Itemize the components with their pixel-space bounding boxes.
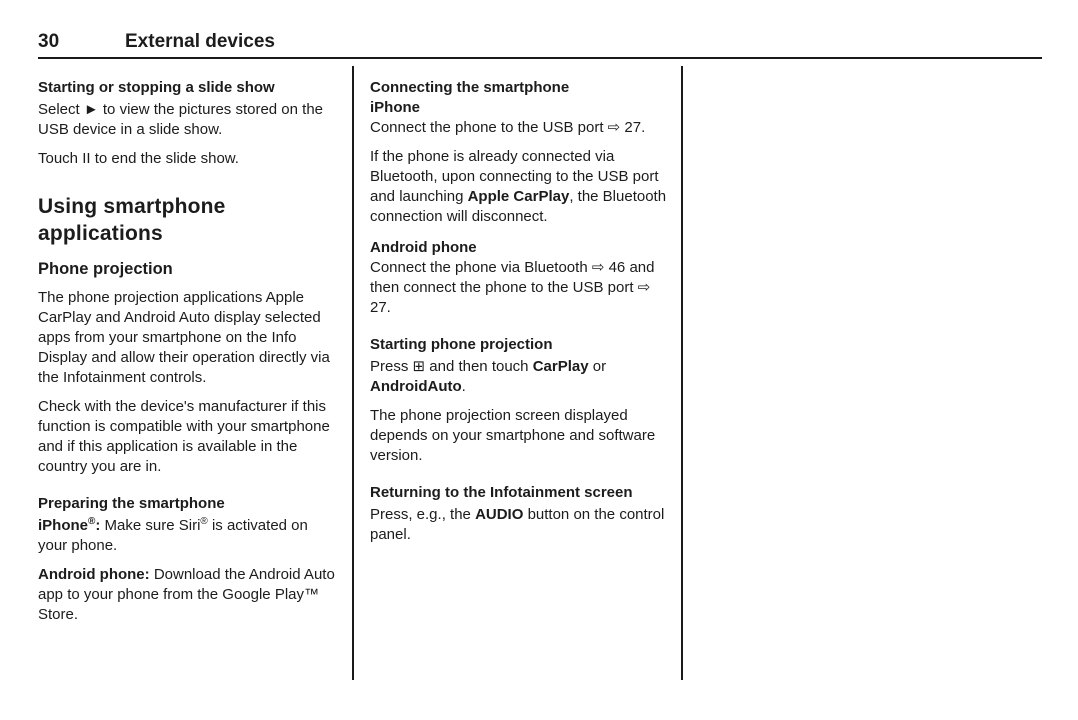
paragraph-connecting-iphone-2: If the phone is already connected via Bluetooth, upon connecting to the USB port and launching Apple CarPlay, the Bluetooth connection will disconnect. bbox=[370, 148, 667, 225]
paragraph-connecting-iphone-1: Connect the phone to the USB port ⇨ 27. bbox=[370, 119, 646, 136]
paragraph-connecting-android: Connect the phone via Bluetooth ⇨ 46 and then connect the phone to the USB port ⇨ 27. bbox=[370, 259, 655, 316]
pause-icon: II bbox=[82, 150, 91, 167]
section-heading-starting-projection: Starting phone projection bbox=[370, 336, 553, 353]
subheading-iphone: iPhone bbox=[370, 99, 421, 116]
play-icon: ► bbox=[83, 101, 99, 118]
paragraph-returning-1: Press, e.g., the AUDIO button on the control panel. bbox=[370, 506, 665, 543]
section-heading-returning: Returning to the Infotainment screen bbox=[370, 484, 633, 501]
section-heading-slideshow: Starting or stopping a slide show bbox=[38, 79, 275, 96]
column-divider-2 bbox=[681, 66, 683, 680]
page-header bbox=[38, 31, 1042, 55]
paragraph-projection-1: The phone projection applications Apple CarPlay and Android Auto display selected apps from your smartphone on the Info Display and allow their operation directly via the Infotainment controls. bbox=[38, 289, 330, 386]
section-heading-connecting: Connecting the smartphone bbox=[370, 79, 570, 96]
subheading-android-phone: Android phone bbox=[370, 239, 477, 256]
paragraph-slideshow-1: Select ► to view the pictures stored on the USB device in a slide show. bbox=[38, 101, 324, 138]
chapter-title: External devices bbox=[125, 31, 275, 52]
paragraph-preparing-android: Android phone: Download the Android Auto app to your phone from the Google Play™ Store. bbox=[38, 566, 335, 623]
app-grid-icon: ⊞ bbox=[412, 358, 426, 375]
paragraph-slideshow-2: Touch II to end the slide show. bbox=[38, 150, 239, 167]
reference-arrow-icon: ⇨ bbox=[607, 119, 621, 136]
chapter-section-heading-smartphone-apps: Using smartphone applications bbox=[38, 195, 226, 245]
page-number: 30 bbox=[38, 31, 60, 52]
subsection-heading-phone-projection: Phone projection bbox=[38, 260, 173, 278]
paragraph-preparing-iphone: iPhone®: Make sure Siri® is activated on your phone. bbox=[38, 516, 308, 554]
paragraph-starting-2: The phone projection screen displayed depends on your smartphone and software version. bbox=[370, 407, 656, 464]
header-rule bbox=[38, 57, 1042, 59]
reference-arrow-icon: ⇨ bbox=[591, 259, 605, 276]
column-divider-1 bbox=[352, 66, 354, 680]
paragraph-projection-2: Check with the device's manufacturer if this function is compatible with your smartphone and if this application is available in the country you are in. bbox=[38, 398, 330, 475]
section-heading-preparing: Preparing the smartphone bbox=[38, 495, 225, 512]
column-middle bbox=[370, 70, 668, 554]
reference-arrow-icon: ⇨ bbox=[637, 279, 651, 296]
paragraph-starting-1: Press ⊞ and then touch CarPlay or AndroidAuto. bbox=[370, 358, 607, 395]
column-left bbox=[38, 70, 337, 634]
